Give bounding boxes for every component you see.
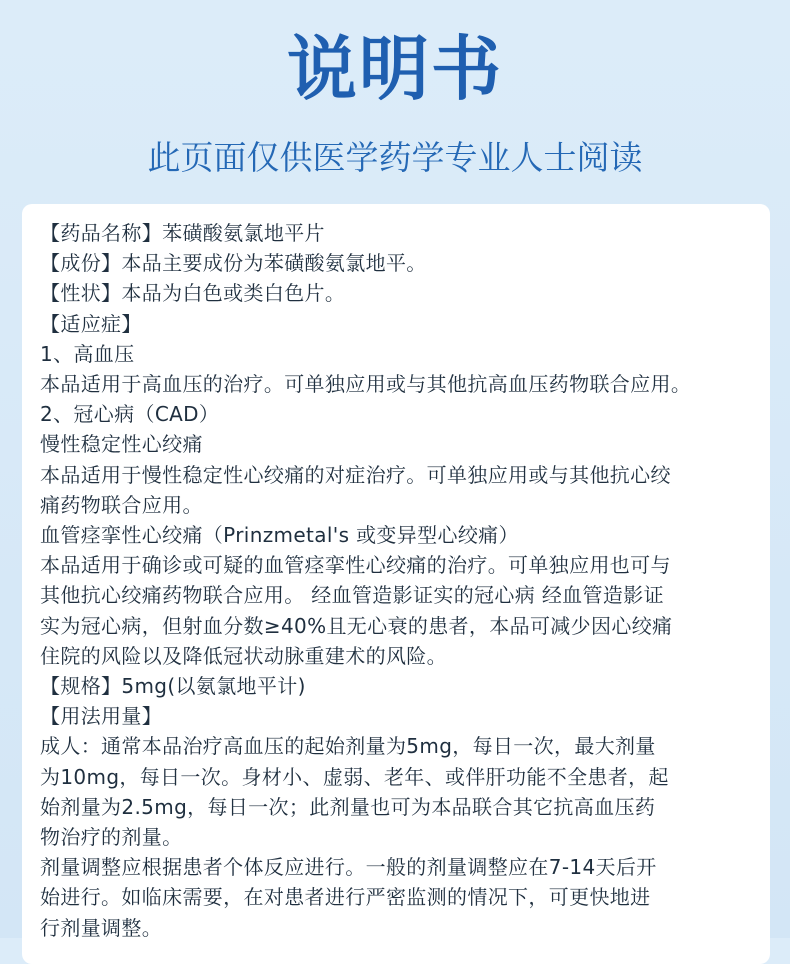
text-line: 其他抗心绞痛药物联合应用。 经血管造影证实的冠心病 经血管造影证 bbox=[40, 583, 664, 608]
text-line: 实为冠心病，但射血分数≥40%且无心衰的患者，本品可减少因心绞痛 bbox=[40, 613, 673, 638]
text-line: 剂量调整应根据患者个体反应进行。一般的剂量调整应在7-14天后开 bbox=[40, 855, 657, 880]
text-line: 【规格】5mg(以氨氯地平计) bbox=[40, 674, 306, 699]
page-title: 说明书 bbox=[287, 28, 503, 110]
text-line: 为10mg，每日一次。身材小、虚弱、老年、或伴肝功能不全患者，起 bbox=[40, 764, 669, 789]
text-line: 始剂量为2.5mg，每日一次；此剂量也可为本品联合其它抗高血压药 bbox=[40, 794, 656, 819]
text-line: 本品适用于慢性稳定性心绞痛的对症治疗。可单独应用或与其他抗心绞 bbox=[40, 462, 671, 487]
text-line: 始进行。如临床需要，在对患者进行严密监测的情况下，可更快地进 bbox=[40, 885, 651, 910]
header bbox=[0, 0, 790, 200]
page-subtitle: 此页面仅供医学药学专业人士阅读 bbox=[147, 138, 643, 177]
text-line: 行剂量调整。 bbox=[40, 915, 163, 940]
text-line: 痛药物联合应用。 bbox=[40, 492, 203, 517]
text-line: 2、冠心病（CAD） bbox=[40, 402, 220, 427]
text-line: 1、高血压 bbox=[40, 341, 135, 366]
text-line: 慢性稳定性心绞痛 bbox=[40, 432, 203, 457]
text-line: 成人：通常本品治疗高血压的起始剂量为5mg，每日一次，最大剂量 bbox=[40, 734, 656, 759]
text-line: 【用法用量】 bbox=[40, 704, 163, 729]
text-line: 【药品名称】苯磺酸氨氯地平片 bbox=[40, 221, 325, 245]
text-line: 【成份】本品主要成份为苯磺酸氨氯地平。 bbox=[40, 251, 427, 276]
content-card bbox=[22, 204, 770, 964]
text-line: 【适应症】 bbox=[40, 311, 142, 336]
text-line: 物治疗的剂量。 bbox=[40, 825, 183, 850]
text-line: 血管痉挛性心绞痛（Prinzmetal's 或变异型心绞痛） bbox=[40, 523, 519, 548]
text-line: 本品适用于高血压的治疗。可单独应用或与其他抗高血压药物联合应用。 bbox=[40, 372, 692, 397]
text-line: 【性状】本品为白色或类白色片。 bbox=[40, 281, 346, 306]
text-line: 本品适用于确诊或可疑的血管痉挛性心绞痛的治疗。可单独应用也可与 bbox=[40, 553, 671, 578]
text-line: 住院的风险以及降低冠状动脉重建术的风险。 bbox=[40, 643, 447, 668]
instructions-text bbox=[40, 218, 770, 943]
